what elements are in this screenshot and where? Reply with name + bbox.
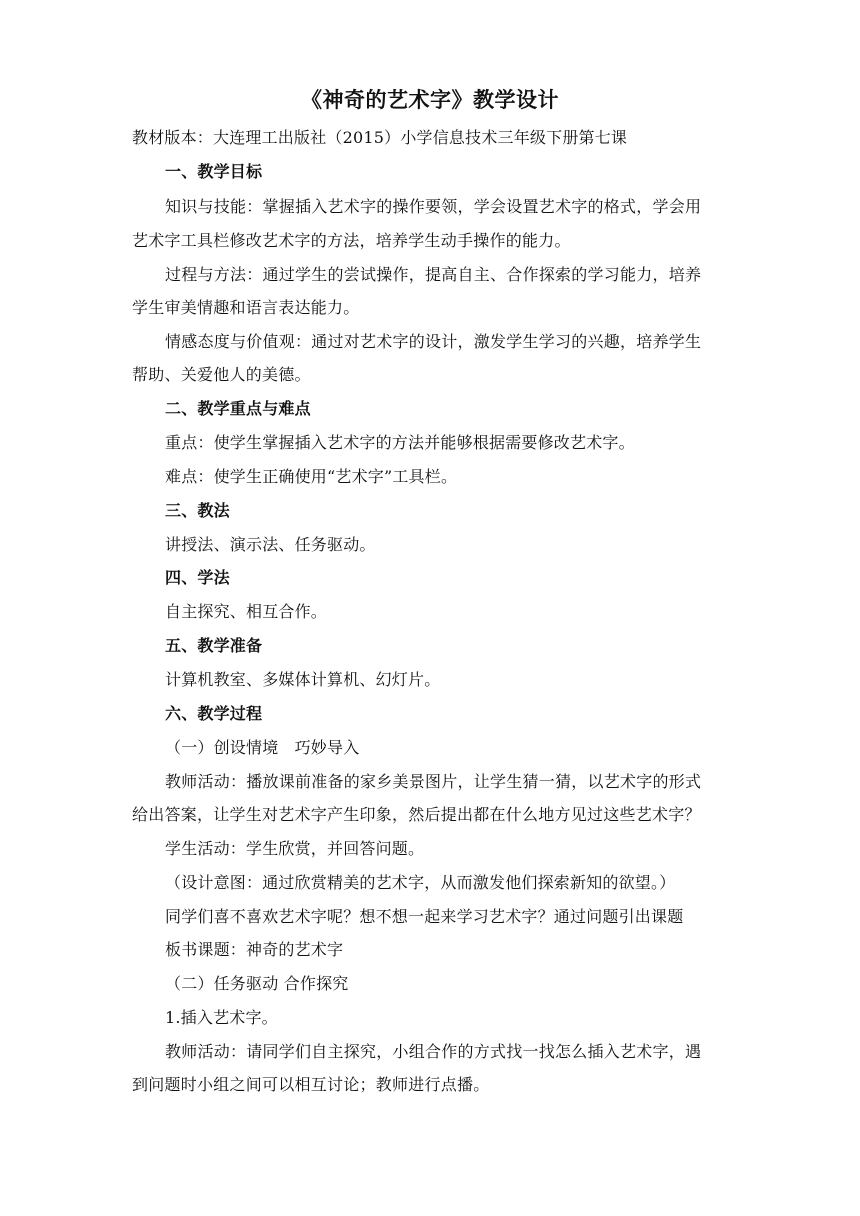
objective-emotion-line1: 情感态度与价值观：通过对艺术字的设计，激发学生学习的兴趣，培养学生	[165, 332, 702, 351]
preparation-text: 计算机教室、多媒体计算机、幻灯片。	[165, 670, 441, 689]
process-subheading-1: （一）创设情境 巧妙导入	[165, 738, 360, 757]
teacher-activity-2-line1: 教师活动：请同学们自主探究，小组合作的方式找一找怎么插入艺术字，遇	[165, 1042, 702, 1061]
document-title: 《神奇的艺术字》教学设计	[301, 87, 559, 112]
teacher-activity-2-line2: 到问题时小组之间可以相互讨论；教师进行点播。	[132, 1075, 490, 1094]
objective-emotion-line2: 帮助、关爱他人的美德。	[132, 365, 311, 384]
section-heading-preparation: 五、教学准备	[165, 636, 263, 655]
teacher-activity-1-line2: 给出答案，让学生对艺术字产生印象，然后提出都在什么地方见过这些艺术字？	[132, 805, 701, 824]
design-intent-text: （设计意图：通过欣赏精美的艺术字，从而激发他们探索新知的欲望。）	[165, 873, 676, 892]
task-item-1: 1.插入艺术字。	[165, 1008, 278, 1027]
objective-process-line1: 过程与方法：通过学生的尝试操作，提高自主、合作探索的学习能力，培养	[165, 265, 702, 284]
process-subheading-2: （二）任务驱动 合作探究	[165, 974, 349, 993]
section-heading-process: 六、教学过程	[165, 704, 263, 723]
objective-process-line2: 学生审美情趣和语言表达能力。	[132, 298, 360, 317]
learning-methods-text: 自主探究、相互合作。	[165, 602, 328, 621]
key-point-text: 重点：使学生掌握插入艺术字的方法并能够根据需要修改艺术字。	[165, 433, 635, 452]
objective-knowledge-line1: 知识与技能：掌握插入艺术字的操作要领，学会设置艺术字的格式，学会用	[165, 197, 702, 216]
section-heading-learning-methods: 四、学法	[165, 568, 230, 587]
section-heading-key-points: 二、教学重点与难点	[165, 399, 311, 418]
edition-line: 教材版本：大连理工出版社（2015）小学信息技术三年级下册第七课	[132, 128, 628, 147]
section-heading-teaching-methods: 三、教法	[165, 501, 230, 520]
difficulty-text: 难点：使学生正确使用“艺术字”工具栏。	[165, 467, 458, 486]
teaching-methods-text: 讲授法、演示法、任务驱动。	[165, 535, 376, 554]
board-title-text: 板书课题：神奇的艺术字	[165, 940, 344, 959]
section-heading-objectives: 一、教学目标	[165, 162, 263, 181]
intro-question-text: 同学们喜不喜欢艺术字呢？想不想一起来学习艺术字？通过问题引出课题	[165, 907, 684, 926]
teacher-activity-1-line1: 教师活动：播放课前准备的家乡美景图片，让学生猜一猜，以艺术字的形式	[165, 772, 702, 791]
student-activity-text: 学生活动：学生欣赏，并回答问题。	[165, 839, 425, 858]
objective-knowledge-line2: 艺术字工具栏修改艺术字的方法，培养学生动手操作的能力。	[132, 231, 571, 250]
